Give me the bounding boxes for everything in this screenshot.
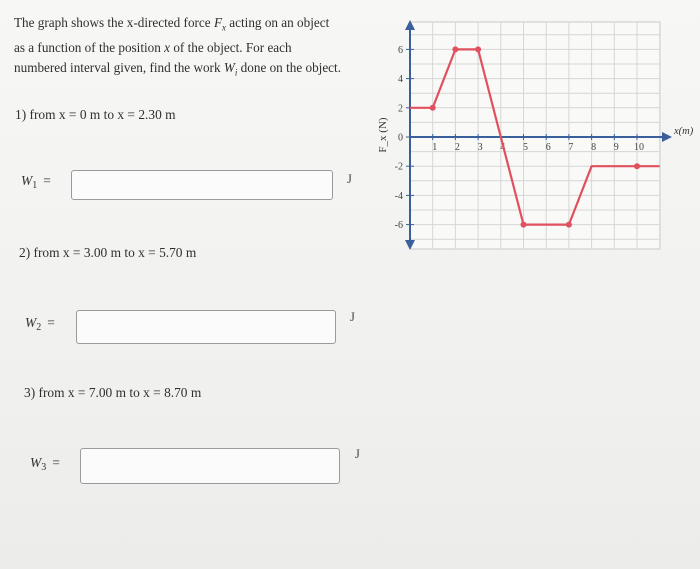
y-tick-label: -2 [394,161,403,173]
x-tick-label: 10 [634,142,644,153]
data-point [430,105,436,111]
w2-unit: J [350,310,355,324]
w3-unit: J [355,447,360,461]
force-position-graph [370,10,694,260]
y-tick-label: -6 [394,220,403,232]
data-point [475,46,481,52]
question-1-prompt: 1) from x = 0 m to x = 2.30 m [15,107,176,122]
w1-label: $W_1$ = [21,173,51,191]
y-tick-label: -4 [394,190,403,202]
x-axis-arrow [662,132,672,142]
data-point [566,222,572,228]
question-2-prompt: 2) from x = 3.00 m to x = 5.70 m [19,245,197,260]
x-tick-label: 1 [432,142,438,153]
x-tick-label: 3 [477,142,483,153]
x-tick-label: 5 [523,142,528,153]
x-tick-label: 4 [500,142,506,153]
x-tick-label: 2 [454,142,460,153]
y-tick-label: 2 [398,103,403,115]
data-point [521,222,527,228]
data-point [452,46,458,52]
question-3-prompt: 3) from x = 7.00 m to x = 8.70 m [24,385,202,400]
w2-answer-input[interactable] [76,310,336,344]
y-axis-label: F_x (N) [377,117,389,153]
x-tick-label: 9 [613,142,619,153]
y-tick-label: 0 [398,132,403,144]
w3-label: $W_3$ = [30,455,60,473]
w3-answer-input[interactable] [80,448,340,484]
x-tick-label: 7 [568,142,574,153]
w1-answer-input[interactable] [71,170,333,200]
x-tick-label: 8 [591,142,597,153]
x-axis-label: x(m) [674,126,694,137]
plot-area [410,22,660,249]
y-tick-label: 6 [398,44,403,56]
w2-label: $W_2$ = [25,315,55,333]
problem-statement: The graph shows the x-directed force $F_x$ acting on an object as a function of the position x of the object. For each numbered interval given, find the work $W_i$ done on the object. [14,15,341,78]
w1-unit: J [347,172,352,186]
y-tick-label: 4 [398,74,403,86]
x-tick-label: 6 [545,142,551,153]
data-point [634,163,640,169]
